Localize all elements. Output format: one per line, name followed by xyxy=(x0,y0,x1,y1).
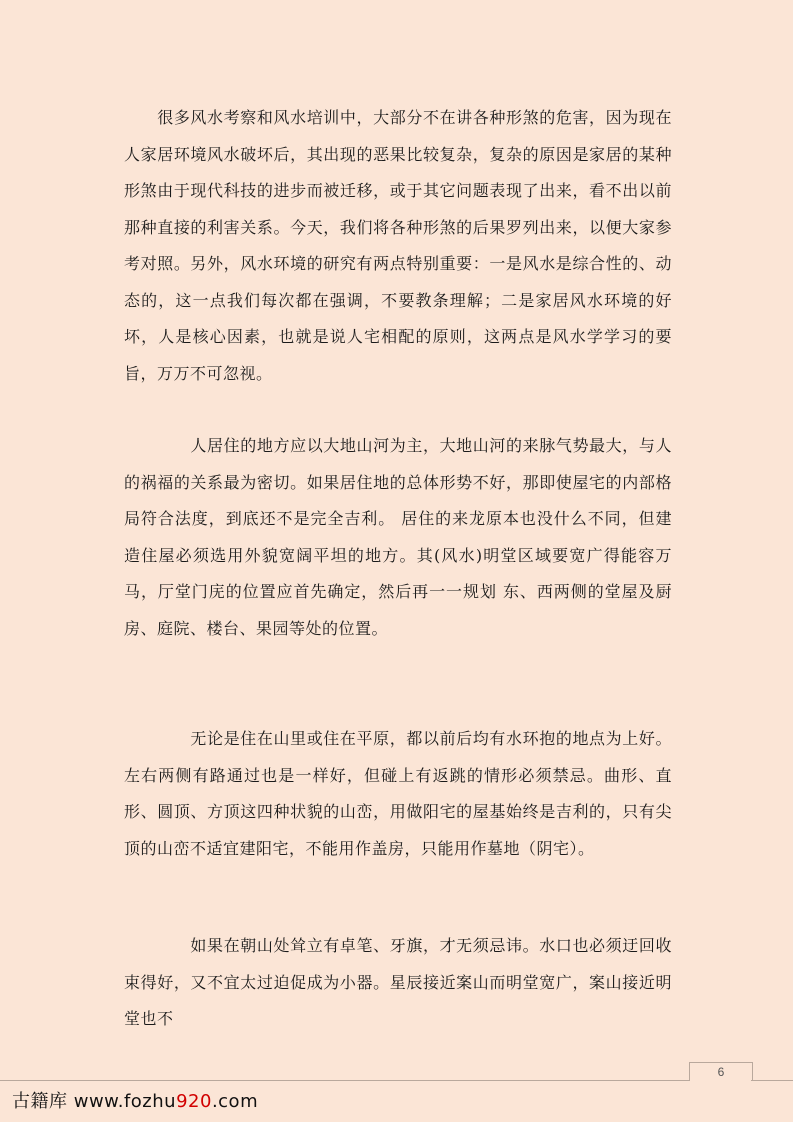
paragraph-1: 很多风水考察和风水培训中，大部分不在讲各种形煞的危害，因为现在人家居环境风水破坏后，其出现的恶果比较复杂，复杂的原因是家居的某种形煞由于现代科技的进步而被迁移，或于其它问题表现了出来，看不出以前那种直接的利害关系。今天，我们将各种形煞的后果罗列出来，以便大家参考对照。另外，风水环境的研究有两点特别重要：一是风水是综合性的、动态的，这一点我们每次都在强调，不要教条理解；二是家居风水环境的好坏，人是核心因素，也就是说人宅相配的原则，这两点是风水学学习的要旨，万万不可忽视。 xyxy=(124,108,672,383)
paragraph-3: 无论是住在山里或住在平原，都以前后均有水环抱的地点为上好。左右两侧有路通过也是一样好，但碰上有返跳的情形必须禁忌。曲形、直形、圆顶、方顶这四种状貌的山峦，用做阳宅的屋基始终是吉利的，只有尖顶的山峦不适宜建阳宅，不能用作盖房，只能用作墓地（阴宅）。 xyxy=(124,729,672,858)
paragraph-4: 如果在朝山处耸立有卓笔、牙旗，才无须忌讳。水口也必须迂回收束得好，又不宜太过迫促成为小器。星辰接近案山而明堂宽广，案山接近明堂也不 xyxy=(124,936,672,1028)
watermark-site-name: 古籍库 www.fozhu xyxy=(12,1091,177,1112)
watermark-site-number: 920 xyxy=(176,1091,212,1112)
paragraph-2: 人居住的地方应以大地山河为主，大地山河的来脉气势最大，与人的祸福的关系最为密切。如果居住地的总体形势不好，那即使屋宅的内部格局符合法度，到底还不是完全吉利。 居住的来龙原本也没什么不同，但建造住屋必须选用外貌宽阔平坦的地方。其(风水)明堂区域要宽广得能容万马，厅堂门庑的位置应首先确定，然后再一一规划 东、西两侧的堂屋及厨房、庭院、楼台、果园等处的位置。 xyxy=(124,436,672,638)
page-number: 6 xyxy=(689,1062,753,1081)
footer-rule-tail xyxy=(751,1080,793,1081)
site-watermark xyxy=(12,1090,258,1114)
footer-rule xyxy=(0,1080,690,1081)
watermark-site-tld: .com xyxy=(211,1091,259,1112)
